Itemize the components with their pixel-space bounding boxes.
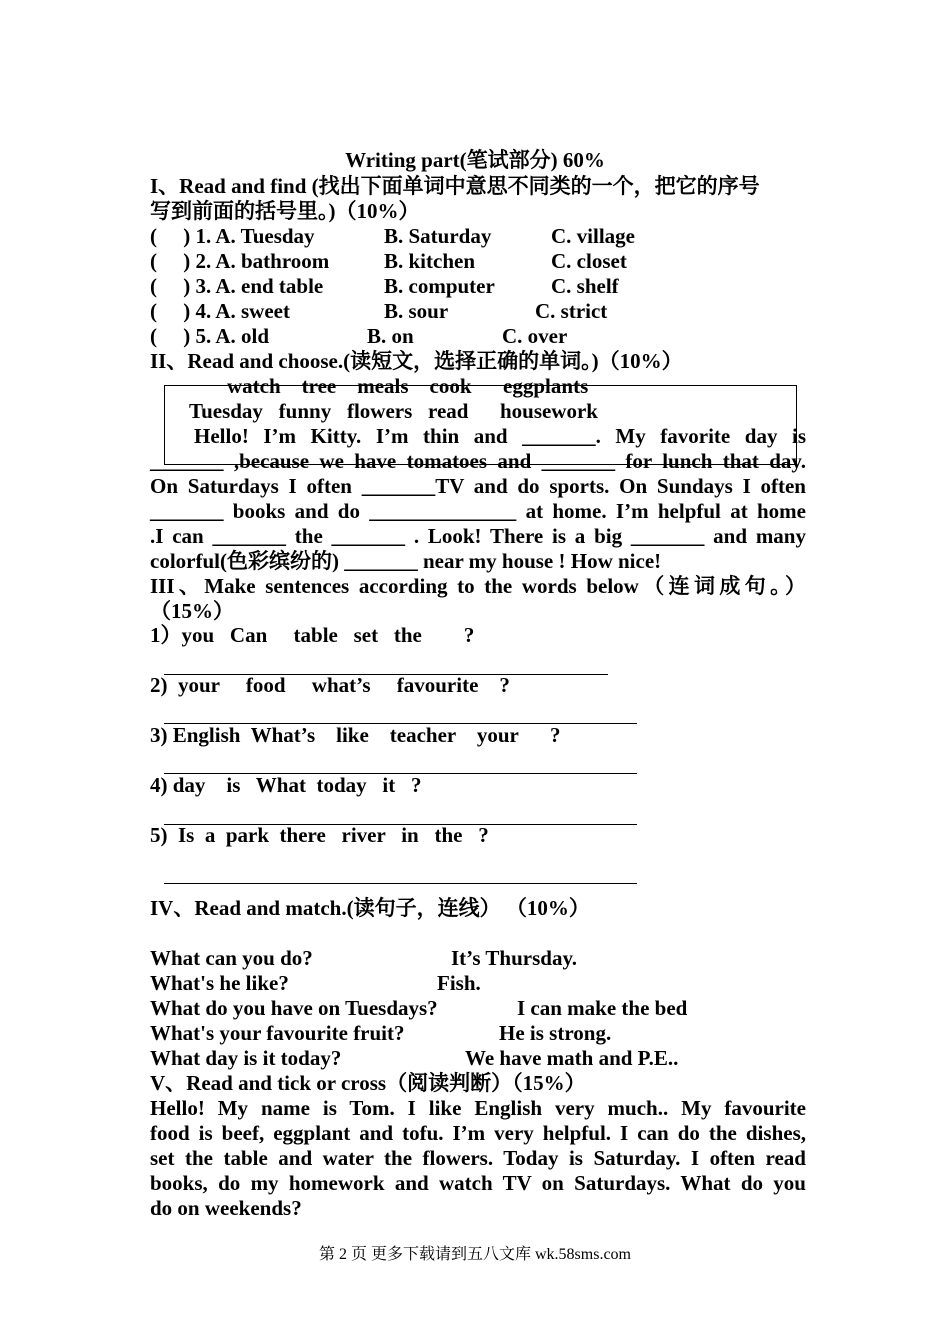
match-left-5: What day is it today? (150, 1046, 342, 1070)
section-1-heading: I、Read and find (找出下面单词中意思不同类的一个，把它的序号 (150, 174, 760, 198)
page-title: Writing part(笔试部分) 60% (345, 148, 605, 172)
reading-line-2: food is beef, eggplant and tofu. I’m very helpful. I can do the dishes, (150, 1121, 806, 1145)
passage-line-2: _______ ,because we have tomatoes and _______ for lunch that day. (150, 449, 806, 473)
match-right-5: We have math and P.E.. (465, 1046, 679, 1070)
match-right-3: I can make the bed (517, 996, 688, 1020)
question-2: 2) your food what’s favourite ? (150, 673, 510, 697)
item-1-option-b: B. Saturday (384, 224, 492, 248)
question-5: 5) Is a park there river in the ? (150, 823, 489, 847)
question-4: 4) day is What today it ? (150, 773, 422, 797)
section-2-heading: II、Read and choose.(读短文，选择正确的单词。)（10%） (150, 349, 683, 373)
item-1-option-c: C. village (551, 224, 635, 248)
item-5-option-a: ( ) 5. A. old (150, 324, 270, 348)
section-5-heading: V、Read and tick or cross（阅读判断）（15%） (150, 1071, 586, 1095)
reading-line-4: books, do my homework and watch TV on Saturdays. What do you (150, 1171, 806, 1195)
item-3-option-a: ( ) 3. A. end table (150, 274, 324, 298)
passage-line-6: colorful(色彩缤纷的) _______ near my house ! How nice! (150, 549, 662, 573)
answer-line-5[interactable] (164, 883, 637, 884)
passage-line-4: _______ books and do ______________ at home. I’m helpful at home (150, 499, 806, 523)
question-1: 1）you Can table set the ? (150, 623, 475, 647)
item-2-option-b: B. kitchen (384, 249, 476, 273)
match-left-1: What can you do? (150, 946, 313, 970)
passage-line-1: Hello! I’m Kitty. I’m thin and _______. My favorite day is (194, 424, 806, 448)
match-left-2: What's he like? (150, 971, 289, 995)
passage-line-3: On Saturdays I often _______TV and do sports. On Sundays I often (150, 474, 806, 498)
reading-line-3: set the table and water the flowers. Today is Saturday. I often read (150, 1146, 806, 1170)
reading-line-1: Hello! My name is Tom. I like English very much.. My favourite (150, 1096, 806, 1120)
match-right-2: Fish. (437, 971, 481, 995)
item-4-option-a: ( ) 4. A. sweet (150, 299, 290, 323)
item-3-option-c: C. shelf (551, 274, 619, 298)
passage-line-5: .I can _______ the _______ . Look! There is a big _______ and many (150, 524, 806, 548)
question-3: 3) English What’s like teacher your ? (150, 723, 561, 747)
page-footer: 第 2 页 更多下载请到五八文库 wk.58sms.com (318, 1246, 631, 1263)
item-3-option-b: B. computer (384, 274, 495, 298)
word-bank-row-1: watch tree meals cook eggplants (227, 374, 589, 398)
match-left-3: What do you have on Tuesdays? (150, 996, 438, 1020)
item-5-option-b: B. on (367, 324, 414, 348)
item-1-option-a: ( ) 1. A. Tuesday (150, 224, 315, 248)
section-3-heading: III、Make sentences according to the words below（连词成句。） (150, 574, 806, 598)
match-left-4: What's your favourite fruit? (150, 1021, 405, 1045)
match-right-1: It’s Thursday. (451, 946, 578, 970)
reading-line-5: do on weekends? (150, 1196, 302, 1220)
item-2-option-c: C. closet (551, 249, 627, 273)
item-4-option-b: B. sour (384, 299, 449, 323)
word-bank-row-2: Tuesday funny flowers read housework (189, 399, 598, 423)
item-5-option-c: C. over (502, 324, 568, 348)
item-2-option-a: ( ) 2. A. bathroom (150, 249, 330, 273)
section-3-heading-cont: （15%） (150, 599, 234, 623)
match-right-4: He is strong. (499, 1021, 612, 1045)
section-4-heading: IV、Read and match.(读句子，连线） （10%） (150, 896, 590, 920)
item-4-option-c: C. strict (535, 299, 608, 323)
section-1-heading-cont: 写到前面的括号里。)（10%） (150, 199, 420, 223)
